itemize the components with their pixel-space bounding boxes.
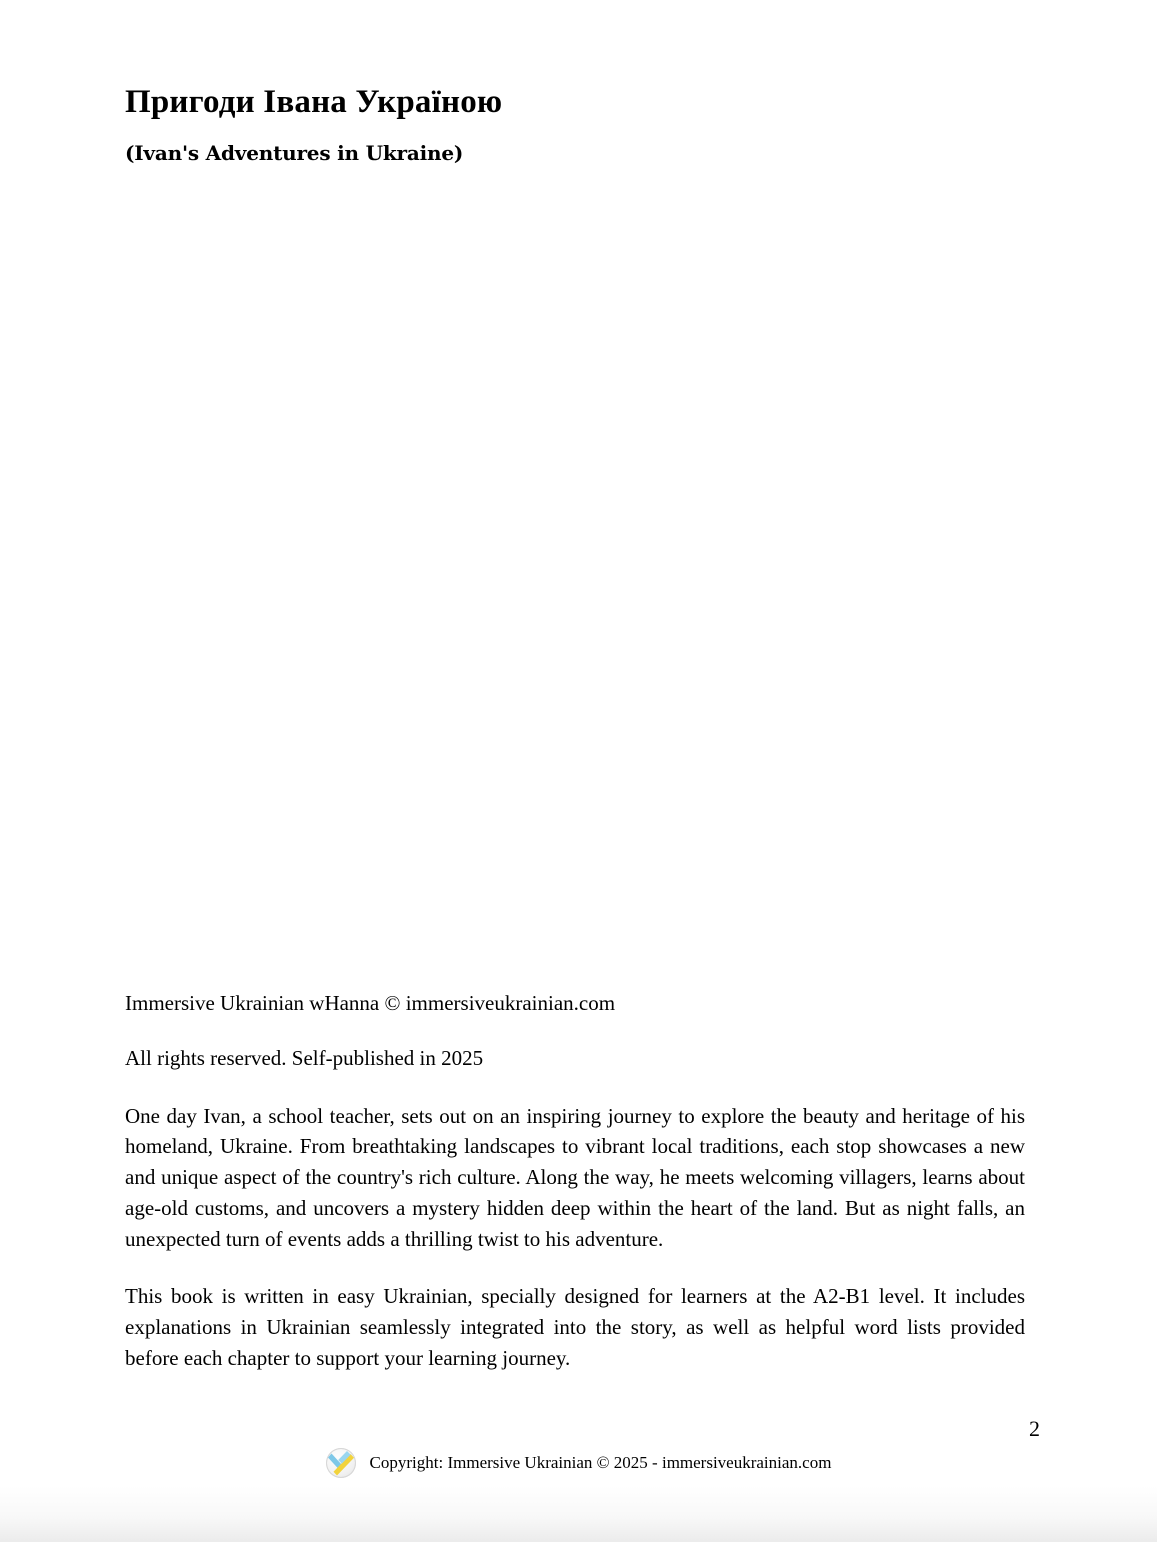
footer-copyright-text: Copyright: Immersive Ukrainian © 2025 - immersiveukrainian.com <box>369 1452 832 1472</box>
page-subtitle: (Ivan's Adventures in Ukraine) <box>125 140 464 165</box>
page-number: 2 <box>1029 1416 1040 1441</box>
title-block <box>125 84 1025 165</box>
rights-line: All rights reserved. Self-published in 2025 <box>125 1046 484 1071</box>
publisher-line: Immersive Ukrainian wHanna © immersiveukrainian.com <box>125 991 616 1015</box>
learner-note-paragraph: This book is written in easy Ukrainian, specially designed for learners at the A2-B1 level. It includes explanations in Ukrainian seamlessly integrated into the story, as well as helpful word lists provided before each chapter to support your learning journey. <box>125 1283 1025 1370</box>
body-block <box>125 990 1025 1373</box>
immersive-ukrainian-logo-icon <box>326 1448 356 1478</box>
synopsis-paragraph: One day Ivan, a school teacher, sets out on an inspiring journey to explore the beauty and heritage of his homeland, Ukraine. From breathtaking landscapes to vibrant local traditions, each stop showcases a new and unique aspect of the country's rich culture. Along the way, he meets welcoming villagers, learns about age-old customs, and uncovers a mystery hidden deep within the heart of the land. But as night falls, an unexpected turn of events adds a thrilling twist to his adventure. <box>125 1103 1025 1252</box>
page-footer <box>0 1448 1157 1492</box>
footer-content <box>0 1448 1157 1478</box>
page-bottom-shading <box>0 1486 1157 1542</box>
page-title: Пригоди Івана Україною <box>125 84 503 120</box>
